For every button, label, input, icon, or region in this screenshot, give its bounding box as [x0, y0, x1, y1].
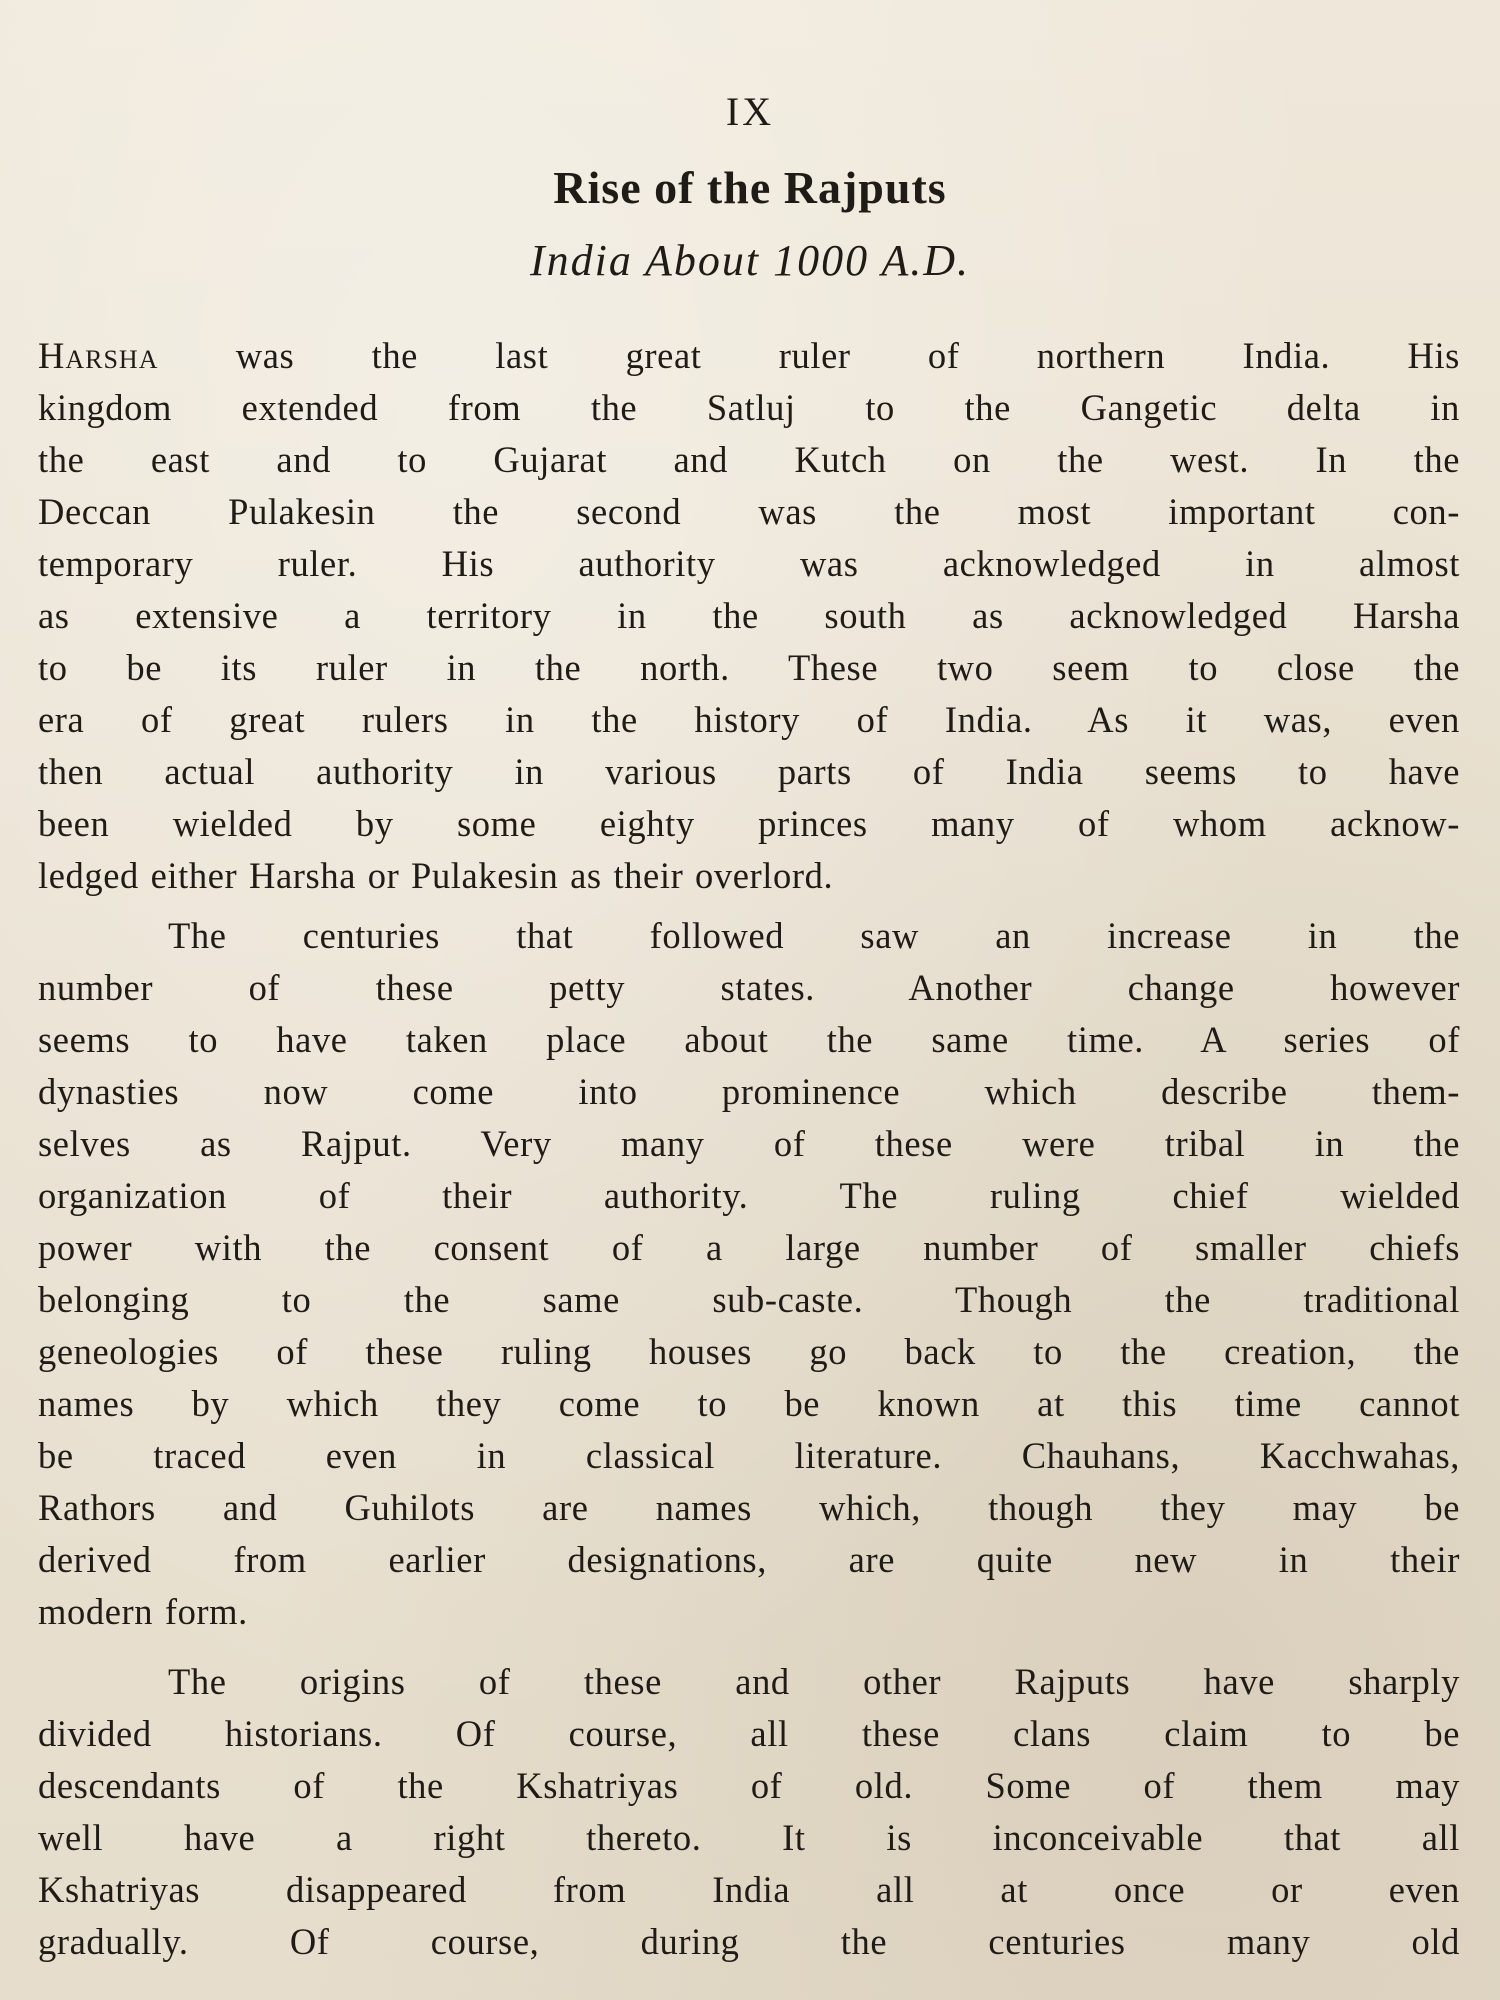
paragraph-1 [38, 330, 1460, 902]
paragraph-3 [38, 1656, 1460, 1968]
text-line: as extensive a territory in the south as acknowledged Harsha [38, 595, 1460, 636]
text-line: Rathors and Guhilots are names which, though they may be [38, 1487, 1460, 1528]
text-line: The centuries that followed saw an increase in the [168, 915, 1460, 956]
chapter-header [0, 88, 1500, 288]
text-line: the east and to Gujarat and Kutch on the west. In the [38, 439, 1460, 480]
text-line: era of great rulers in the history of India. As it was, even [38, 699, 1460, 740]
text-line: number of these petty states. Another change however [38, 967, 1460, 1008]
text-line: modern form. [38, 1591, 248, 1632]
text-line: descendants of the Kshatriyas of old. Some of them may [38, 1765, 1460, 1806]
text-line: power with the consent of a large number of smaller chiefs [38, 1227, 1460, 1268]
chapter-subtitle: India About 1000 A.D. [529, 236, 971, 285]
chapter-number: IX [725, 89, 775, 134]
text-line: to be its ruler in the north. These two seem to close the [38, 647, 1460, 688]
text-line: dynasties now come into prominence which describe them- [38, 1071, 1460, 1112]
text-line: seems to have taken place about the same time. A series of [38, 1019, 1460, 1060]
text-line: kingdom extended from the Satluj to the Gangetic delta in [38, 387, 1460, 428]
text-line: be traced even in classical literature. Chauhans, Kacchwahas, [38, 1435, 1460, 1476]
text-line: temporary ruler. His authority was acknowledged in almost [38, 543, 1460, 584]
text-line: names by which they come to be known at this time cannot [38, 1383, 1460, 1424]
paragraph-2 [38, 910, 1460, 1638]
text-line: selves as Rajput. Very many of these were tribal in the [38, 1123, 1460, 1164]
text-line: Harsha was the last great ruler of northern India. His [38, 335, 1460, 376]
lead-word: Harsha [38, 335, 159, 376]
text-line: Kshatriyas disappeared from India all at once or even [38, 1869, 1460, 1910]
text-line: divided historians. Of course, all these clans claim to be [38, 1713, 1460, 1754]
text-line: ledged either Harsha or Pulakesin as their overlord. [38, 855, 834, 896]
text-line: gradually. Of course, during the centuries many old [38, 1921, 1460, 1962]
text-line: been wielded by some eighty princes many of whom acknow- [38, 803, 1460, 844]
text-line: well have a right thereto. It is inconceivable that all [38, 1817, 1460, 1858]
text-line: belonging to the same sub-caste. Though the traditional [38, 1279, 1460, 1320]
text-line: then actual authority in various parts of India seems to have [38, 751, 1460, 792]
text-line: derived from earlier designations, are quite new in their [38, 1539, 1460, 1580]
chapter-body [38, 330, 1460, 1968]
text-line: The origins of these and other Rajputs have sharply [168, 1661, 1460, 1702]
text-line: Deccan Pulakesin the second was the most important con- [38, 491, 1460, 532]
text-line: organization of their authority. The ruling chief wielded [38, 1175, 1460, 1216]
chapter-title: Rise of the Rajputs [553, 162, 947, 213]
text-line: geneologies of these ruling houses go back to the creation, the [38, 1331, 1460, 1372]
